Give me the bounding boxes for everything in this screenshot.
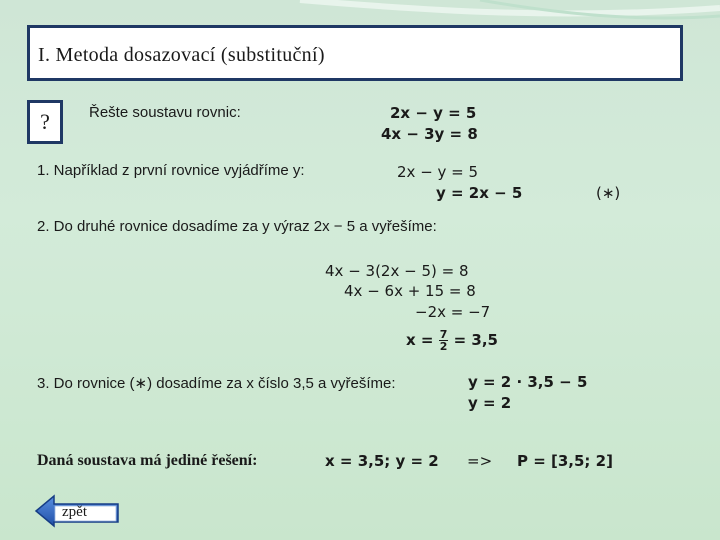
step3-line-1: y = 2 · 3,5 − 5 <box>468 373 588 391</box>
task-equation-1: 2x − y = 5 <box>390 104 477 122</box>
question-mark-box <box>27 100 63 144</box>
fraction <box>439 329 449 352</box>
step3-line-2: y = 2 <box>468 394 512 412</box>
step1-marker: (∗) <box>596 184 621 202</box>
result-arrow: => <box>467 452 493 470</box>
slide-title: I. Metoda dosazovací (substituční) <box>38 44 325 66</box>
step2-line-2: 4x − 6x + 15 = 8 <box>344 282 476 300</box>
result-label: Daná soustava má jediné řešení: <box>37 452 258 469</box>
back-button-label: zpět <box>62 504 87 520</box>
task-equation-2: 4x − 3y = 8 <box>381 125 478 143</box>
step2-line-1: 4x − 3(2x − 5) = 8 <box>325 262 469 280</box>
result-set: P = [3,5; 2] <box>517 452 613 470</box>
result-values: x = 3,5; y = 2 <box>325 452 439 470</box>
question-mark: ? <box>40 109 50 134</box>
step2-line-3: −2x = −7 <box>415 303 491 321</box>
step1-label: 1. Například z první rovnice vyjádříme y: <box>37 162 305 179</box>
back-button[interactable] <box>34 494 120 528</box>
fraction-denominator: 2 <box>439 340 448 353</box>
step2-line-4-suffix: = 3,5 <box>453 331 498 349</box>
step1-line-2: y = 2x − 5 <box>436 184 523 202</box>
fraction-numerator: 7 <box>439 328 448 341</box>
step2-label: 2. Do druhé rovnice dosadíme za y výraz 2x − 5 a vyřešíme: <box>37 218 437 235</box>
step2-line-4 <box>406 329 498 352</box>
step1-line-1: 2x − y = 5 <box>397 163 479 181</box>
step3-label: 3. Do rovnice (∗) dosadíme za x číslo 3,5 a vyřešíme: <box>37 375 396 392</box>
title-box <box>27 25 683 81</box>
task-label: Řešte soustavu rovnic: <box>89 104 241 121</box>
step2-line-4-prefix: x = <box>406 331 434 349</box>
